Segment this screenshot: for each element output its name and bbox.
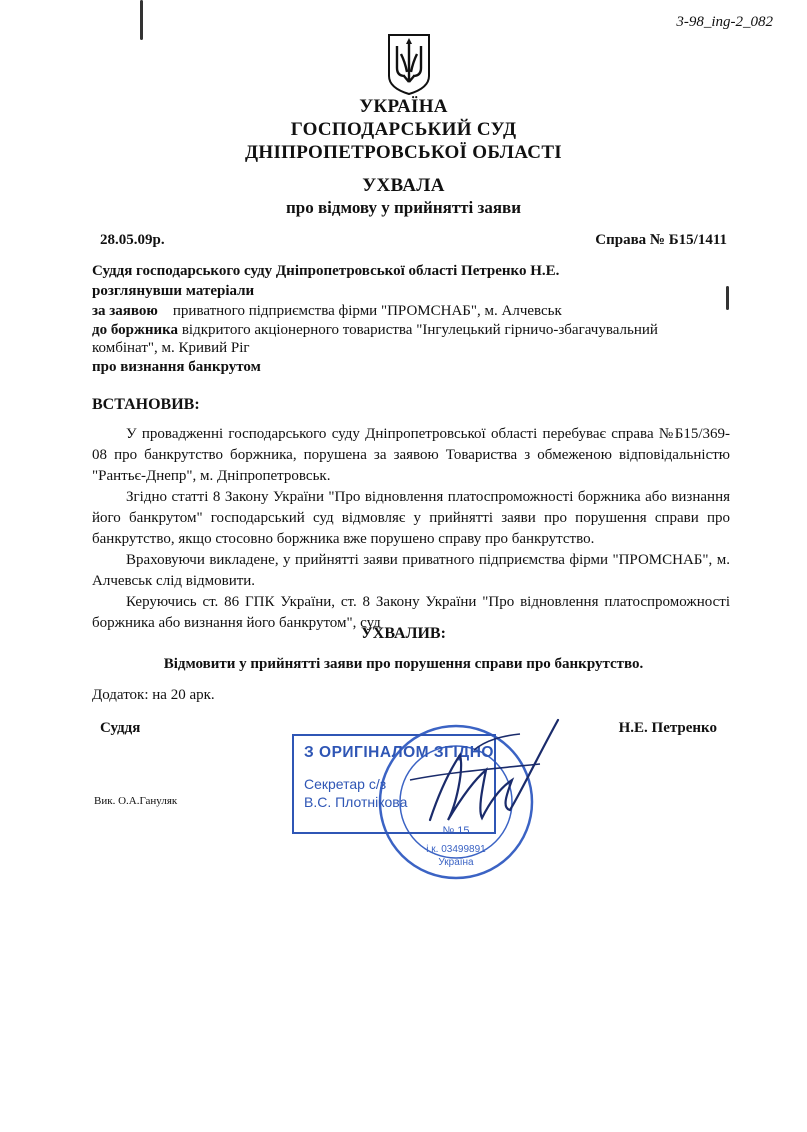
executor-note: Вик. О.А.Гануляк [94,795,178,807]
subject-line: про визнання банкрутом [92,359,261,375]
stamp-secretary: Секретар с/з [304,776,387,792]
ruling-text: Відмовити у прийнятті заяви про порушення справи про банкрутство. [163,656,644,672]
document-subtitle: про відмову у прийнятті заяви [285,198,522,217]
paragraph-1: У провадженні господарського суду Дніпропетровської області перебуває справа №Б15/369-08 про банкрутство боржника, порушена за заявою Товариства з обмеженою відповідальністю "Рантьє-Днепр", м. Дніпропетровськ. [92,426,730,484]
debtor-line [92,322,658,339]
header-region: ДНІПРОПЕТРОВСЬКОЇ ОБЛАСТІ [245,142,562,163]
document-title: УХВАЛА [362,175,445,196]
header-country: УКРАЇНА [359,96,448,117]
applicant-line [92,303,562,320]
applicant-name: приватного підприємства фірми "ПРОМСНАБ", м. Алчевськ [172,303,562,319]
paragraph-2: Згідно статті 8 Закону України "Про відновлення платоспроможності боржника або визнання його банкрутом" господарський суд відмовляє у прийнятті заяви про порушення справи про банкрутство, якщо стосовно боржника вже порушено справу про банкрутство. [92,489,730,547]
body-text [92,424,730,634]
document-date: 28.05.09р. [100,232,165,248]
attachment-note: Додаток: на 20 арк. [92,687,215,703]
scan-mark [726,286,729,310]
judge-name: Н.Е. Петренко [618,720,717,736]
debtor-label: до боржника [92,322,179,338]
signature-label: Суддя [100,720,141,736]
established-heading: ВСТАНОВИВ: [92,396,200,413]
stamp-secretary-name: В.С. Плотнікова [304,794,408,810]
header-court: ГОСПОДАРСЬКИЙ СУД [290,119,517,140]
paragraph-4: Керуючись ст. 86 ГПК України, ст. 8 Закону України "Про відновлення платоспроможності боржника або визнання його банкрутом", суд [92,594,730,631]
debtor-name: відкритого акціонерного товариства "Інгулецький гірничо-збагачувальний [181,322,658,338]
reviewed-line: розглянувши матеріали [92,283,255,299]
handwritten-signature [390,710,570,840]
seal-number: № 15 [442,825,470,837]
debtor-line-cont: комбінат", м. Кривий Ріг [92,340,250,356]
paragraph-3: Враховуючи викладене, у прийнятті заяви приватного підприємства фірми "ПРОМСНАБ", м. Алчевськ слід відмовити. [92,552,730,589]
seal-country: Україна [438,857,474,868]
stamp-title: З ОРИГІНАЛОМ ЗГІДНО [304,744,494,761]
document-reference: 3-98_ing-2_082 [676,14,773,30]
case-number: Справа № Б15/1411 [595,232,727,248]
applicant-label: за заявою [92,303,158,319]
trident-coat-of-arms-icon [386,32,432,96]
judge-line: Суддя господарського суду Дніпропетровської області Петренко Н.Е. [92,263,560,279]
ruled-heading: УХВАЛИВ: [361,625,446,642]
scan-mark [140,0,143,40]
seal-code: і.к. 03499891 [426,844,486,855]
